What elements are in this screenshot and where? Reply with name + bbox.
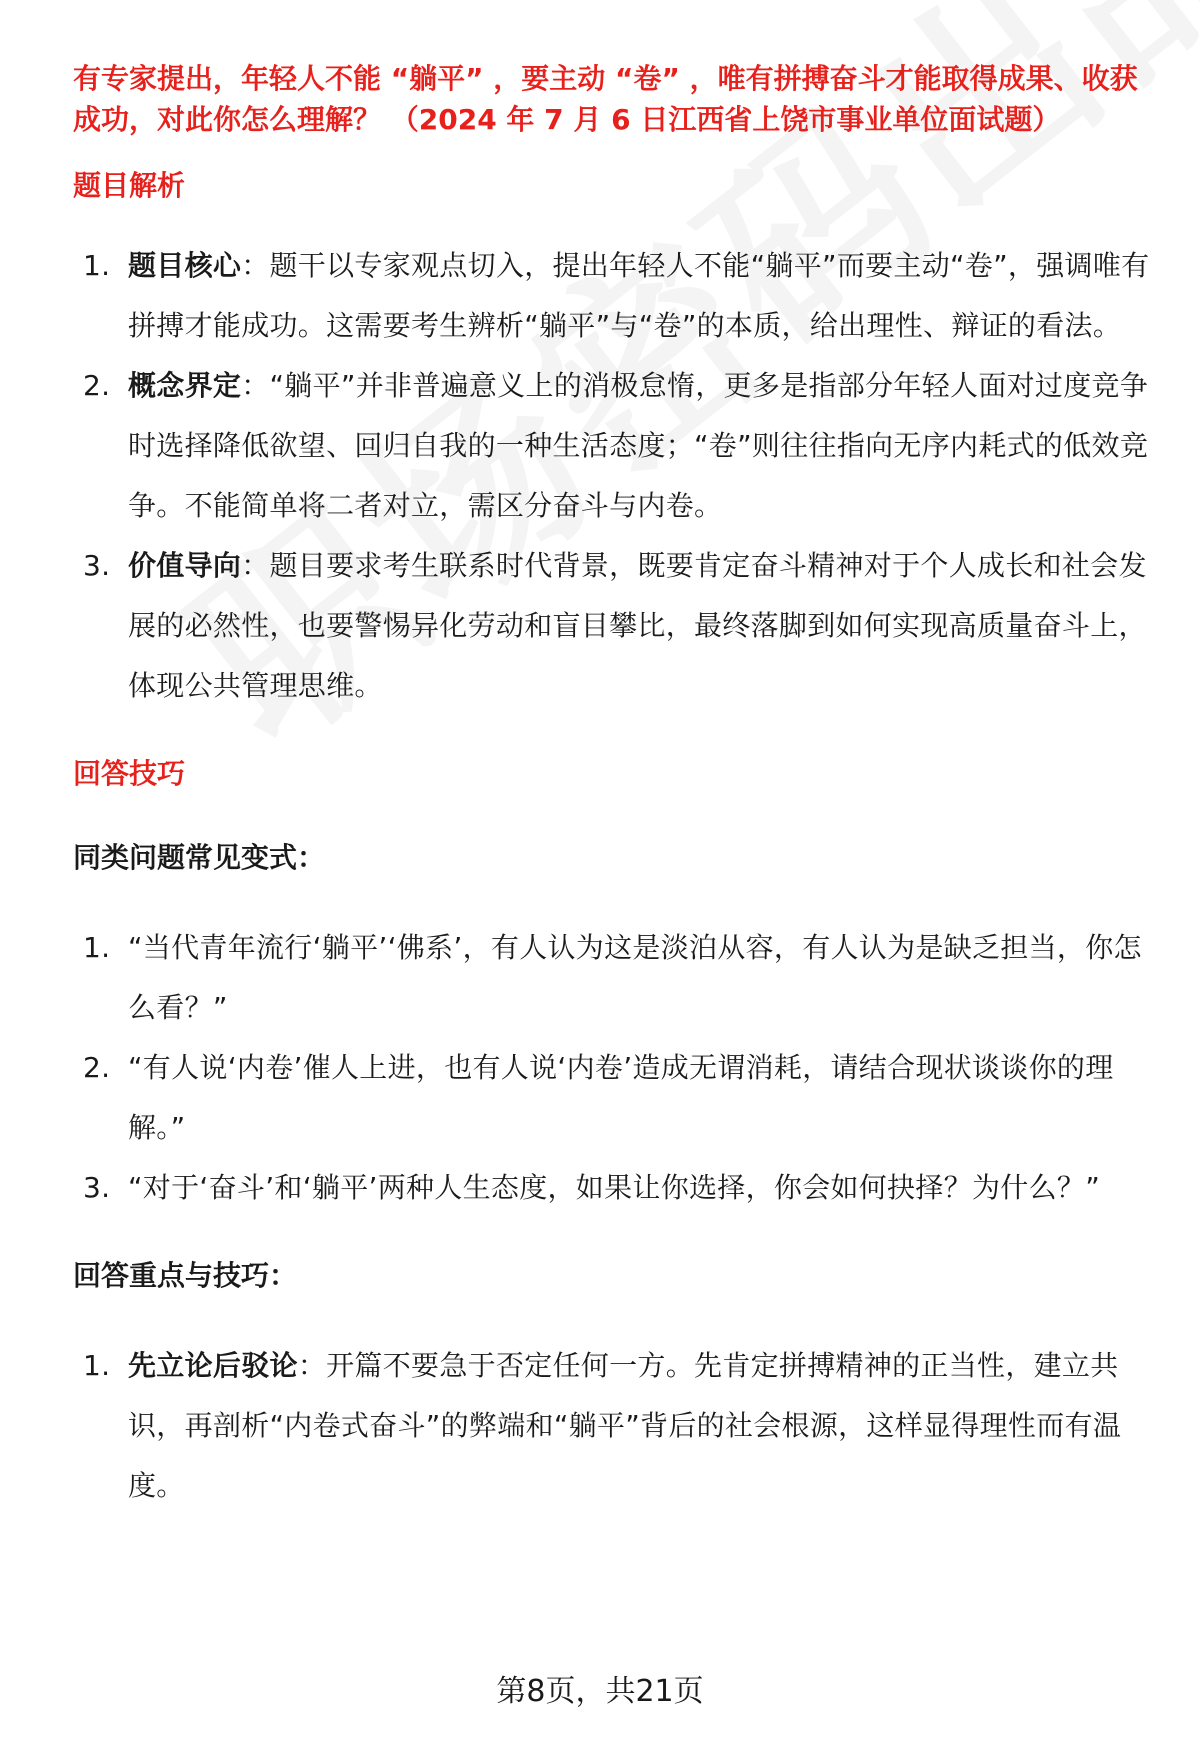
key-points-list xyxy=(73,1336,1153,1516)
answer-tips-heading: 回答技巧 xyxy=(73,757,186,790)
list-item xyxy=(73,536,1153,716)
item-number: 1. xyxy=(83,249,111,282)
item-number: 3. xyxy=(83,549,111,582)
list-item xyxy=(73,1336,1153,1516)
item-text: “当代青年流行‘躺平’‘佛系’，有人认为这是淡泊从容，有人认为是缺乏担当，你怎么看？” xyxy=(128,931,1142,1024)
key-points-heading: 回答重点与技巧： xyxy=(73,1259,298,1292)
item-text: ：开篇不要急于否定任何一方。先肯定拼搏精神的正当性，建立共识，再剖析“内卷式奋斗”的弊端和“躺平”背后的社会根源，这样显得理性而有温度。 xyxy=(128,1349,1122,1502)
analysis-heading: 题目解析 xyxy=(73,169,186,202)
variants-list xyxy=(73,918,1153,1218)
analysis-list xyxy=(73,236,1153,716)
item-lead: 先立论后驳论 xyxy=(128,1349,298,1382)
list-item xyxy=(73,236,1153,356)
question-title: 有专家提出，年轻人不能 “躺平” ，要主动 “卷” ，唯有拼搏奋斗才能取得成果、收获成功，对此你怎么理解？ （2024 年 7 月 6 日江西省上饶市事业单位面试题） xyxy=(73,62,1138,136)
page-indicator: 第8页，共21页 xyxy=(496,1674,704,1709)
item-number: 3. xyxy=(83,1171,111,1204)
item-text: “对于‘奋斗’和‘躺平’两种人生态度，如果让你选择，你会如何抉择？为什么？” xyxy=(128,1171,1101,1204)
item-number: 2. xyxy=(83,1051,111,1084)
item-number: 1. xyxy=(83,931,111,964)
variants-heading: 同类问题常见变式： xyxy=(73,841,326,874)
list-item xyxy=(73,918,1153,1038)
item-text: ：题干以专家观点切入，提出年轻人不能“躺平”而要主动“卷”，强调唯有拼搏才能成功。这需要考生辨析“躺平”与“卷”的本质，给出理性、辩证的看法。 xyxy=(128,249,1150,342)
document-body xyxy=(73,58,1153,1516)
item-text: ：题目要求考生联系时代背景，既要肯定奋斗精神对于个人成长和社会发展的必然性，也要警惕异化劳动和盲目攀比，最终落脚到如何实现高质量奋斗上，体现公共管理思维。 xyxy=(128,549,1147,702)
item-lead: 价值导向 xyxy=(128,549,242,582)
list-item xyxy=(73,1158,1153,1218)
item-text: “有人说‘内卷’催人上进，也有人说‘内卷’造成无谓消耗，请结合现状谈谈你的理解。” xyxy=(128,1051,1114,1144)
list-item xyxy=(73,1038,1153,1158)
item-number: 2. xyxy=(83,369,111,402)
list-item xyxy=(73,356,1153,536)
item-lead: 题目核心 xyxy=(128,249,242,282)
item-number: 1. xyxy=(83,1349,111,1382)
item-lead: 概念界定 xyxy=(128,369,242,402)
item-text: ：“躺平”并非普遍意义上的消极怠惰，更多是指部分年轻人面对过度竞争时选择降低欲望、回归自我的一种生活态度；“卷”则往往指向无序内耗式的低效竞争。不能简单将二者对立，需区分奋斗与内卷。 xyxy=(128,369,1149,522)
